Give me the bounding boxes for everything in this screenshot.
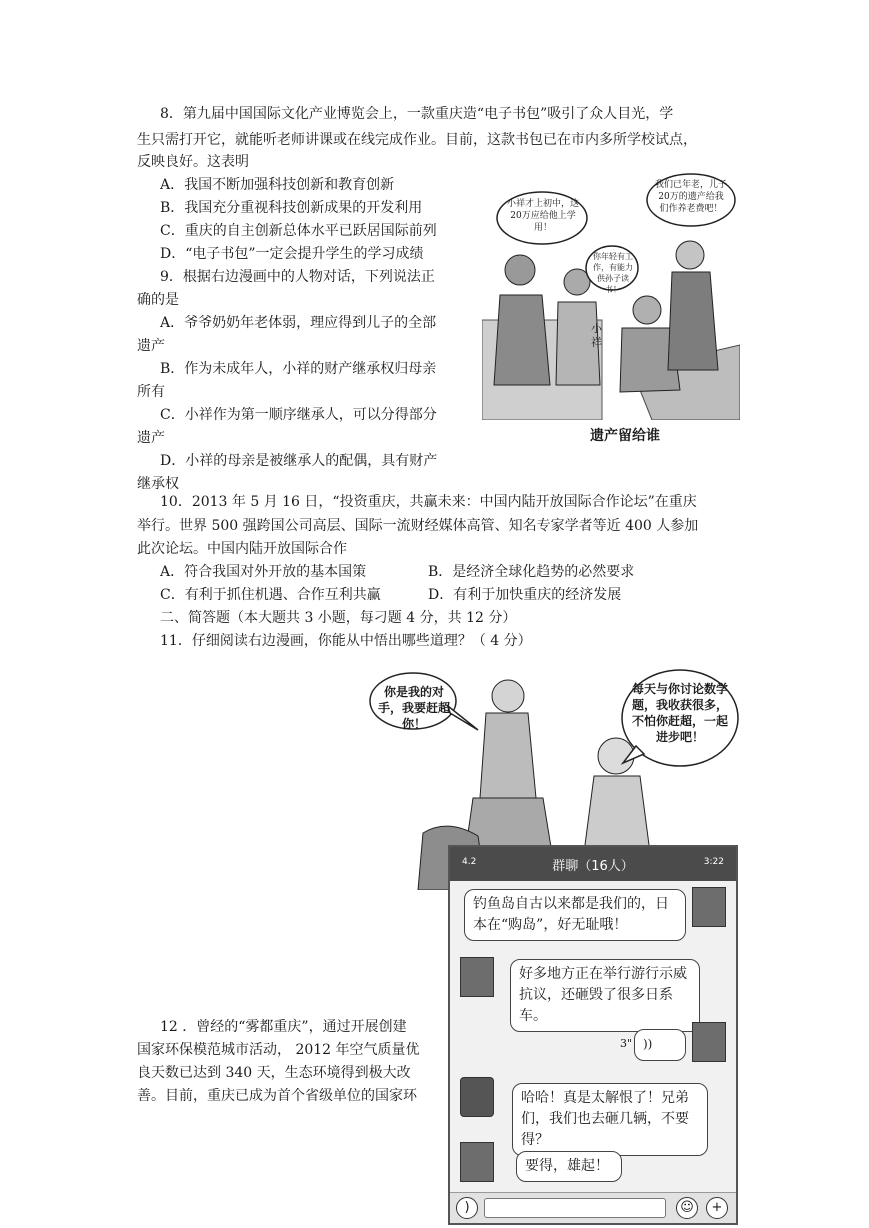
section-heading: 二、简答题（本大题共 3 小题，每刁题 4 分，共 12 分） (160, 610, 517, 626)
chat-title: 群聊（16人） (552, 859, 634, 874)
q8-option-c: C．重庆的自主创新总体水平已跃居国际前列 (160, 223, 437, 239)
q12-line1: 12 ．曾经的“雾都重庆”，通过开展创建 (160, 1019, 407, 1035)
avatar-icon (692, 1022, 726, 1062)
cartoon2-right-bubble: 每天与你讨论数学题，我收获很多，不怕你赶超，一起进步吧！ (632, 682, 729, 744)
cartoon2-left-bubble: 你是我的对手，我要赶超你！ (377, 685, 450, 731)
cartoon1-bubble-left: 小祥才上初中，这20万应给他上学用！ (506, 199, 579, 233)
group-chat-screenshot (448, 845, 738, 1225)
q9-option-c: C．小祥作为第一顺序继承人，可以分得部分 (160, 407, 437, 423)
voice-input-icon[interactable]: ) (456, 1197, 478, 1219)
wechat-avatar-icon (460, 1077, 494, 1117)
inheritance-cartoon (482, 170, 740, 455)
q9-option-b-cont: 所有 (137, 384, 165, 400)
q10-line3: 此次论坛。中国内陆开放国际合作 (137, 541, 347, 557)
cartoon1-caption: 遗产留给谁 (590, 428, 660, 444)
q10-option-d: D．有利于加快重庆的经济发展 (428, 587, 622, 603)
cartoon1-bubble-mid: 你年轻有工作，有能力供孙子读书！ (593, 252, 633, 294)
cartoon1-bubble-right: 我们已年老，儿子20万的遗产给我们作养老费吧！ (655, 180, 728, 214)
q8-line1: 8．第九届中国国际文化产业博览会上，一款重庆造“电子书包”吸引了众人目光，学 (160, 106, 674, 122)
status-right: 3:22 (703, 857, 724, 867)
q8-line2: 生只需打开它，就能听老师讲课或在线完成作业。目前，这款书包已在市内多所学校试点， (137, 132, 697, 148)
q10-option-a: A．符合我国对外开放的基本国策 (160, 564, 367, 580)
chat-title-bar (450, 847, 736, 881)
q8-option-b: B．我国充分重视科技创新成果的开发利用 (160, 200, 423, 216)
q10-option-b: B．是经济全球化趋势的必然要求 (428, 564, 635, 580)
q9-option-c-cont: 遗产 (137, 430, 165, 446)
q12-line3: 良天数已达到 340 天，生态环境得到极大改 (137, 1065, 411, 1081)
q9-option-b: B．作为未成年人，小祥的财产继承权归母亲 (160, 361, 437, 377)
q11-text: 11．仔细阅读右边漫画，你能从中悟出哪些道理？（ 4 分） (160, 633, 532, 649)
q9-option-a: A．爷爷奶奶年老体弱，理应得到儿子的全部 (160, 315, 437, 331)
status-left: 4.2 (462, 857, 477, 867)
q12-line4: 善。目前，重庆已成为首个省级单位的国家环 (137, 1088, 417, 1104)
voice-duration: 3" (620, 1037, 633, 1050)
q8-option-a: A．我国不断加强科技创新和教育创新 (160, 177, 395, 193)
voice-message (634, 1029, 686, 1061)
q8-line3: 反映良好。这表明 (137, 154, 249, 170)
avatar-icon (460, 1142, 494, 1182)
chat-message-3: 哈哈！真是太解恨了！兄弟们，我们也去砸几辆，不要得？ (512, 1083, 708, 1156)
q9-line1: 9．根据右边漫画中的人物对话，下列说法正 (160, 269, 435, 285)
emoji-icon[interactable]: ☺ (676, 1197, 698, 1219)
chat-message-4: 要得，雄起！ (516, 1151, 622, 1182)
q9-line2: 确的是 (137, 292, 179, 308)
q9-option-d: D．小祥的母亲是被继承人的配偶，具有财产 (160, 453, 438, 469)
chat-input-bar (450, 1192, 736, 1223)
q10-line1: 10．2013 年 5 月 16 日，“投资重庆，共赢未来：中国内陆开放国际合作论坛”在重庆 (160, 494, 697, 510)
add-icon[interactable]: + (706, 1197, 728, 1219)
q9-option-a-cont: 遗产 (137, 338, 165, 354)
q12-line2: 国家环保模范城市活动， 2012 年空气质量优 (137, 1042, 420, 1058)
q9-option-d-cont: 继承权 (137, 476, 179, 492)
chat-text-input[interactable] (484, 1198, 666, 1218)
avatar-icon (692, 887, 726, 927)
cartoon1-name-label: 小祥 (591, 322, 602, 349)
avatar-icon (460, 957, 494, 997)
q10-line2: 举行。世界 500 强跨国公司高层、国际一流财经媒体高管、知名专家学者等近 400 人参加 (137, 518, 699, 534)
q10-option-c: C．有利于抓住机遇、合作互利共赢 (160, 587, 381, 603)
q8-option-d: D．“电子书包”一定会提升学生的学习成绩 (160, 246, 424, 262)
chat-message-2: 好多地方正在举行游行示威抗议，还砸毁了很多日系车。 (510, 959, 700, 1032)
voice-wave-icon: )) (643, 1037, 653, 1051)
chat-message-1: 钓鱼岛自古以来都是我们的，日本在“购岛”，好无耻哦！ (464, 889, 686, 941)
